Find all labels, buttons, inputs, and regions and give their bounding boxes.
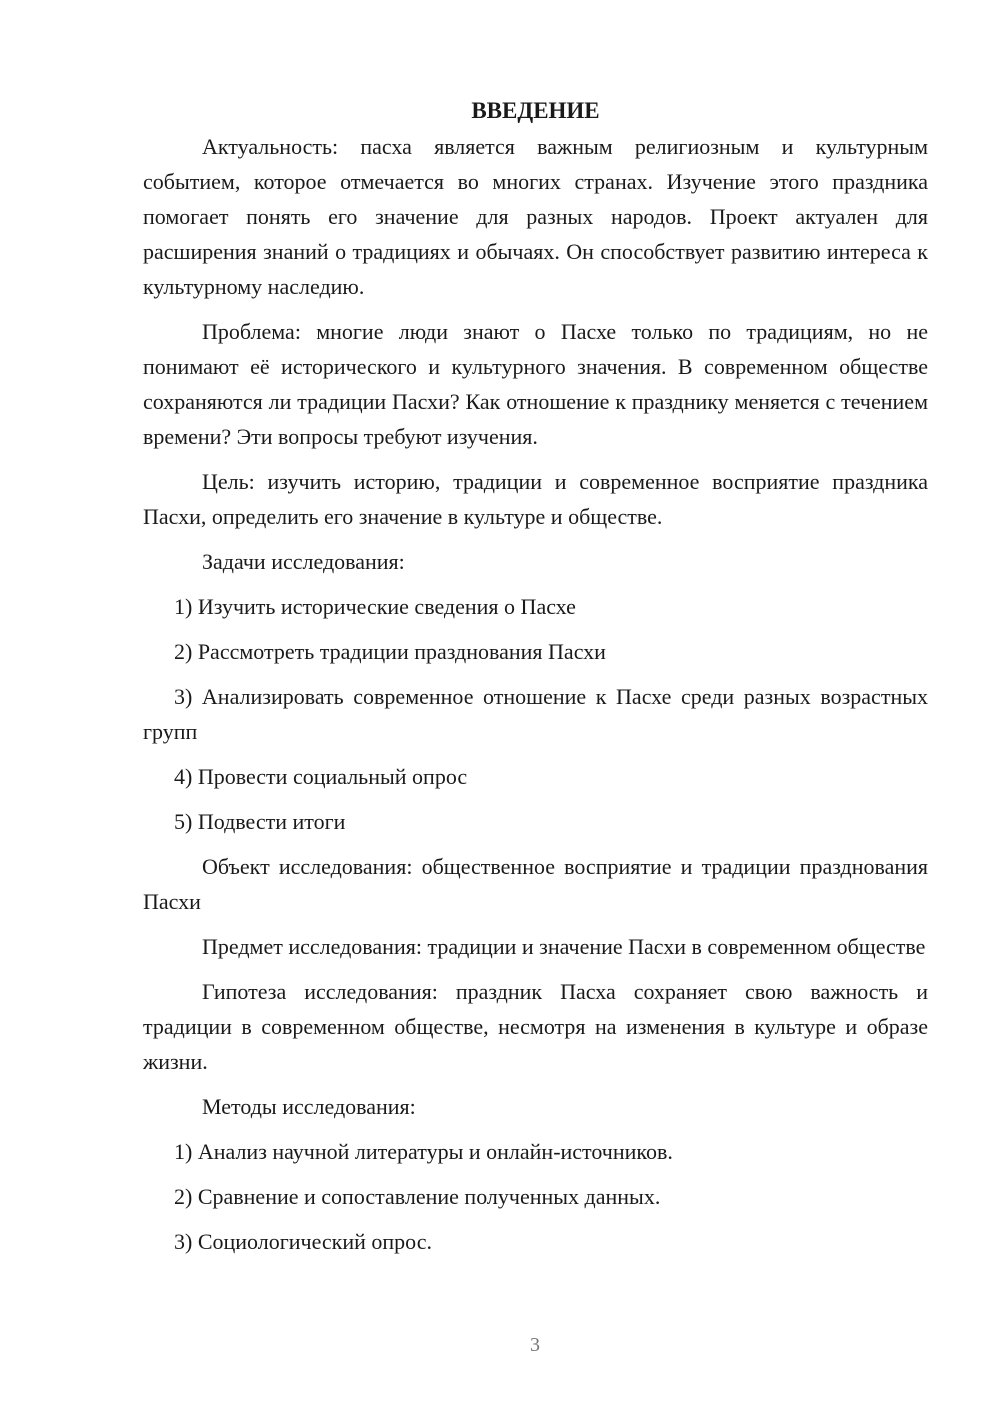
tasks-heading: Задачи исследования: xyxy=(202,549,405,574)
page-number: 3 xyxy=(530,1334,540,1356)
hypothesis-paragraph: Гипотеза исследования: праздник Пасха сохраняет свою важность и традиции в современном обществе, несмотря на изменения в культуре и образе жизни. xyxy=(143,979,928,1074)
method-item-2: 2) Сравнение и сопоставление полученных данных. xyxy=(174,1184,661,1209)
task-item-3: 3) Анализировать современное отношение к Пасхе среди разных возрастных групп xyxy=(143,684,928,744)
problem-paragraph: Проблема: многие люди знают о Пасхе только по традициям, но не понимают её исторического и культурного значения. В современном обществе сохраняются ли традиции Пасхи? Как отношение к празднику меняется с течением времени? Эти вопросы требуют изучения. xyxy=(143,319,928,449)
task-item-1: 1) Изучить исторические сведения о Пасхе xyxy=(174,594,576,619)
method-item-3: 3) Социологический опрос. xyxy=(174,1229,432,1254)
methods-heading: Методы исследования: xyxy=(202,1094,416,1119)
object-paragraph: Объект исследования: общественное восприятие и традиции празднования Пасхи xyxy=(143,854,928,914)
task-item-5: 5) Подвести итоги xyxy=(174,809,346,834)
subject-paragraph: Предмет исследования: традиции и значение Пасхи в современном обществе xyxy=(202,934,926,959)
method-item-1: 1) Анализ научной литературы и онлайн-источников. xyxy=(174,1139,673,1164)
page-title: ВВЕДЕНИЕ xyxy=(471,98,600,123)
task-item-2: 2) Рассмотреть традиции празднования Пасхи xyxy=(174,639,606,664)
task-item-4: 4) Провести социальный опрос xyxy=(174,764,468,789)
document-page xyxy=(143,93,928,1269)
goal-paragraph: Цель: изучить историю, традиции и современное восприятие праздника Пасхи, определить его значение в культуре и обществе. xyxy=(143,469,928,529)
relevance-paragraph: Актуальность: пасха является важным религиозным и культурным событием, которое отмечается во многих странах. Изучение этого праздника помогает понять его значение для разных народов. Проект актуален для расширения знаний о традициях и обычаях. Он способствует развитию интереса к культурному наследию. xyxy=(143,134,928,299)
